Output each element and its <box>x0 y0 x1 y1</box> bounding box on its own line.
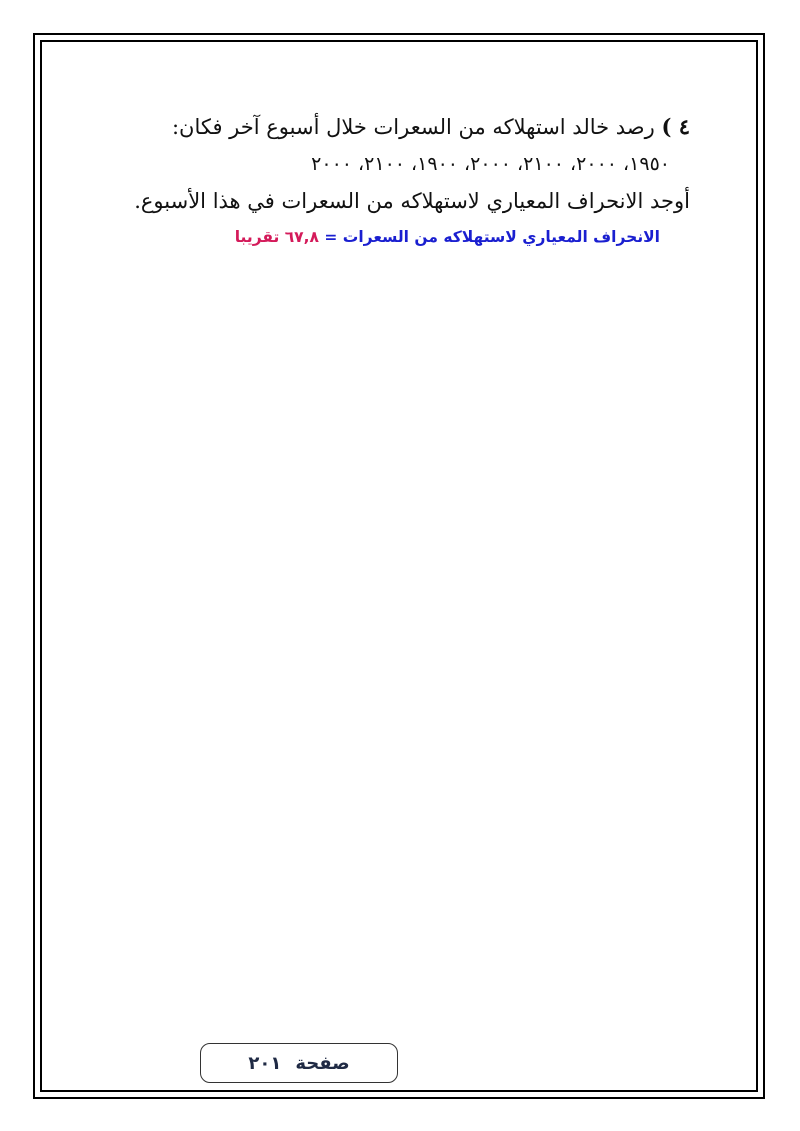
page-number: ٢٠١ <box>248 1052 282 1074</box>
question-text: رصد خالد استهلاكه من السعرات خلال أسبوع آخر فكان: <box>171 115 655 139</box>
calorie-values: ١٩٥٠، ٢٠٠٠، ٢١٠٠، ٢٠٠٠، ١٩٠٠، ٢١٠٠، ٢٠٠٠ <box>311 153 670 175</box>
page-number-badge <box>200 1043 398 1083</box>
answer-line <box>90 222 690 252</box>
question-line <box>90 108 690 146</box>
answer-label: الانحراف المعياري لاستهلاكه من السعرات = <box>324 228 660 246</box>
question-number: ٤ ) <box>661 114 690 139</box>
exercise-content <box>90 108 690 252</box>
answer-value: ٦٧,٨ تقريبا <box>234 228 319 246</box>
page-label: صفحة <box>295 1052 350 1074</box>
question-instruction: أوجد الانحراف المعياري لاستهلاكه من السعرات في هذا الأسبوع. <box>134 189 690 213</box>
